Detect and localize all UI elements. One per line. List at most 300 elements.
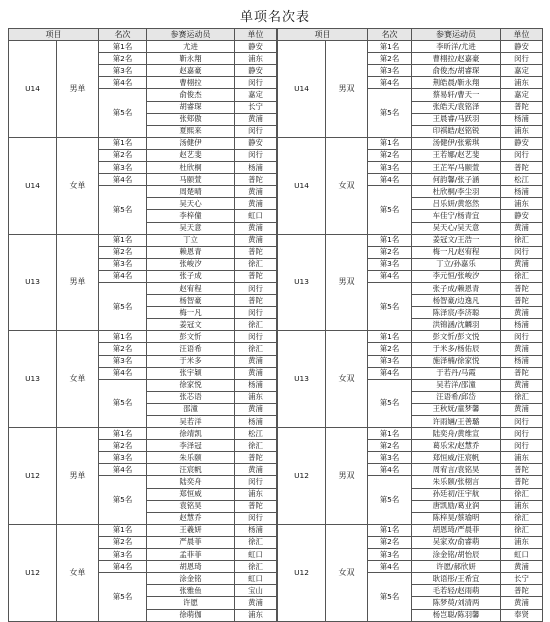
table-row: [9, 234, 277, 246]
unit-cell: 虹口: [235, 210, 277, 222]
rank-cell: 第5名: [99, 573, 147, 621]
unit-cell: 黄浦: [501, 343, 543, 355]
athlete-cell: 梅一凡: [147, 307, 235, 319]
athlete-cell: 张子成/赖恩青: [412, 282, 501, 294]
athlete-cell: 张雅鱼: [147, 585, 235, 597]
rank-cell: 第1名: [368, 137, 412, 149]
header-rank: 名次: [99, 29, 147, 41]
table-row: [278, 524, 543, 536]
athlete-cell: 赵嘉豪: [147, 65, 235, 77]
rank-cell: 第2名: [368, 343, 412, 355]
age-group-cell: U12: [278, 428, 326, 525]
athlete-cell: 吴若洋: [147, 416, 235, 428]
athlete-cell: 靳永翔: [147, 53, 235, 65]
rank-cell: 第3名: [368, 452, 412, 464]
unit-cell: 徐汇: [501, 234, 543, 246]
rank-cell: 第3名: [99, 452, 147, 464]
athlete-cell: 张芯语: [147, 391, 235, 403]
athlete-cell: 李昕洋/尤进: [412, 41, 501, 53]
rank-cell: 第5名: [99, 186, 147, 234]
athlete-cell: 张郏傲: [147, 113, 235, 125]
rank-cell: 第4名: [99, 367, 147, 379]
athlete-cell: 严晨菲: [147, 536, 235, 548]
athlete-cell: 吴天意: [147, 222, 235, 234]
unit-cell: 黄浦: [235, 222, 277, 234]
unit-cell: 静安: [501, 137, 543, 149]
athlete-cell: 吕乐妍/黄悠然: [412, 198, 501, 210]
unit-cell: 闵行: [235, 149, 277, 161]
rank-cell: 第2名: [99, 536, 147, 548]
athlete-cell: 徐萌伽: [147, 609, 235, 621]
athlete-cell: 邵潼: [147, 403, 235, 415]
event-cell: 男单: [57, 428, 99, 525]
athlete-cell: 朱乐颐: [147, 452, 235, 464]
rank-cell: 第5名: [368, 476, 412, 524]
rank-cell: 第4名: [368, 174, 412, 186]
unit-cell: 普陀: [235, 270, 277, 282]
rank-cell: 第1名: [99, 524, 147, 536]
athlete-cell: 汤健伊: [147, 137, 235, 149]
athlete-cell: 郑恒威: [147, 488, 235, 500]
unit-cell: 浦东: [235, 488, 277, 500]
unit-cell: 松江: [235, 428, 277, 440]
unit-cell: 虹口: [235, 573, 277, 585]
athlete-cell: 夏熙来: [147, 125, 235, 137]
unit-cell: 普陀: [501, 101, 543, 113]
athlete-cell: 涂金铭/胡怡辰: [412, 549, 501, 561]
athlete-cell: 吴家欢/俞睿萌: [412, 536, 501, 548]
rank-cell: 第1名: [99, 137, 147, 149]
unit-cell: 闵行: [501, 53, 543, 65]
unit-cell: 闵行: [235, 77, 277, 89]
rank-cell: 第3名: [368, 258, 412, 270]
unit-cell: 浦东: [235, 391, 277, 403]
athlete-cell: 胡恩琦: [147, 561, 235, 573]
unit-cell: 浦东: [235, 609, 277, 621]
athlete-cell: 陈梦萸/刘清两: [412, 597, 501, 609]
athlete-cell: 尤进: [147, 41, 235, 53]
unit-cell: 黄浦: [235, 367, 277, 379]
age-group-cell: U14: [9, 41, 57, 138]
unit-cell: 杨浦: [235, 379, 277, 391]
unit-cell: 闵行: [235, 307, 277, 319]
unit-cell: 黄浦: [235, 464, 277, 476]
age-group-cell: U12: [9, 428, 57, 525]
athlete-cell: 姜冠文/王浩一: [412, 234, 501, 246]
unit-cell: 徐汇: [235, 440, 277, 452]
athlete-cell: 丁立/孙嘉乐: [412, 258, 501, 270]
unit-cell: 徐汇: [235, 343, 277, 355]
unit-cell: 虹口: [235, 549, 277, 561]
event-cell: 男双: [326, 234, 368, 331]
unit-cell: 黄浦: [235, 198, 277, 210]
event-cell: 男双: [326, 41, 368, 138]
rank-cell: 第1名: [368, 41, 412, 53]
unit-cell: 黄浦: [501, 597, 543, 609]
unit-cell: 普陀: [501, 464, 543, 476]
athlete-cell: 洪锦涵/沈麟羽: [412, 319, 501, 331]
unit-cell: 浦东: [501, 536, 543, 548]
table-row: [9, 428, 277, 440]
athlete-cell: 施泽楠/徐家悦: [412, 355, 501, 367]
rank-cell: 第4名: [99, 77, 147, 89]
rank-cell: 第1名: [99, 331, 147, 343]
unit-cell: 嘉定: [501, 65, 543, 77]
athlete-cell: 杨智豪: [147, 295, 235, 307]
rank-cell: 第5名: [99, 476, 147, 524]
header-athlete: 参赛运动员: [412, 29, 501, 41]
right-header-row: [278, 29, 543, 41]
unit-cell: 闵行: [235, 331, 277, 343]
unit-cell: 徐汇: [235, 536, 277, 548]
rank-cell: 第5名: [368, 573, 412, 621]
rank-cell: 第3名: [368, 162, 412, 174]
athlete-cell: 李梓僮: [147, 210, 235, 222]
rank-cell: 第3名: [368, 65, 412, 77]
unit-cell: 普陀: [501, 162, 543, 174]
athlete-cell: 周楚晴: [147, 186, 235, 198]
rank-cell: 第1名: [99, 428, 147, 440]
rank-cell: 第4名: [368, 270, 412, 282]
event-cell: 男单: [57, 41, 99, 138]
unit-cell: 松江: [501, 174, 543, 186]
unit-cell: 普陀: [235, 295, 277, 307]
unit-cell: 黄浦: [501, 403, 543, 415]
rank-cell: 第2名: [99, 440, 147, 452]
athlete-cell: 汤健伊/张紫琪: [412, 137, 501, 149]
athlete-cell: 赵慧乔: [147, 512, 235, 524]
unit-cell: 嘉定: [501, 89, 543, 101]
athlete-cell: 王晨睿/马跃羽: [412, 113, 501, 125]
table-row: [278, 331, 543, 343]
athlete-cell: 杨智豪/边逸凡: [412, 295, 501, 307]
athlete-cell: 蔡易轩/曹天一: [412, 89, 501, 101]
athlete-cell: 赵艺斐: [147, 149, 235, 161]
unit-cell: 浦东: [501, 452, 543, 464]
unit-cell: 黄浦: [501, 258, 543, 270]
unit-cell: 黄浦: [235, 234, 277, 246]
table-row: [278, 428, 543, 440]
athlete-cell: 王芷军/马颐萱: [412, 162, 501, 174]
table-row: [9, 41, 277, 53]
athlete-cell: 吴天心/吴天意: [412, 222, 501, 234]
unit-cell: 闵行: [235, 476, 277, 488]
left-results-table: [8, 28, 277, 622]
age-group-cell: U12: [9, 524, 57, 621]
unit-cell: 黄浦: [235, 403, 277, 415]
athlete-cell: 杜欣桐/李尘羽: [412, 186, 501, 198]
right-results-table: [277, 28, 543, 622]
unit-cell: 闵行: [235, 125, 277, 137]
unit-cell: 闵行: [501, 428, 543, 440]
event-cell: 女双: [326, 524, 368, 621]
unit-cell: 黄浦: [235, 113, 277, 125]
unit-cell: 徐汇: [501, 270, 543, 282]
unit-cell: 普陀: [501, 282, 543, 294]
rank-cell: 第2名: [368, 53, 412, 65]
unit-cell: 杨浦: [501, 319, 543, 331]
age-group-cell: U13: [278, 331, 326, 428]
header-project: 项目: [9, 29, 99, 41]
event-cell: 男双: [326, 428, 368, 525]
athlete-cell: 丁立: [147, 234, 235, 246]
unit-cell: 黄浦: [501, 222, 543, 234]
athlete-cell: 许愿: [147, 597, 235, 609]
athlete-cell: 陈梓昊/蔡瑜明: [412, 512, 501, 524]
unit-cell: 长宁: [235, 101, 277, 113]
age-group-cell: U13: [278, 234, 326, 331]
rank-cell: 第2名: [368, 149, 412, 161]
rank-cell: 第1名: [368, 428, 412, 440]
athlete-cell: 曹栩拉: [147, 77, 235, 89]
athlete-cell: 于米多/杨佑辰: [412, 343, 501, 355]
rank-cell: 第5名: [368, 89, 412, 137]
rank-cell: 第2名: [368, 536, 412, 548]
unit-cell: 虹口: [501, 549, 543, 561]
unit-cell: 浦东: [501, 125, 543, 137]
athlete-cell: 张子成: [147, 270, 235, 282]
athlete-cell: 陈泽宸/李济聪: [412, 307, 501, 319]
unit-cell: 闵行: [501, 331, 543, 343]
athlete-cell: 赵宥程: [147, 282, 235, 294]
unit-cell: 静安: [501, 210, 543, 222]
rank-cell: 第4名: [99, 464, 147, 476]
rank-cell: 第2名: [368, 440, 412, 452]
athlete-cell: 许雨婳/王善璐: [412, 416, 501, 428]
rank-cell: 第4名: [368, 464, 412, 476]
event-cell: 女双: [326, 137, 368, 234]
rank-cell: 第4名: [99, 174, 147, 186]
rank-cell: 第4名: [368, 367, 412, 379]
left-header-row: [9, 29, 277, 41]
athlete-cell: 车佳宁/杨青宜: [412, 210, 501, 222]
athlete-cell: 胡恩琦/严晨菲: [412, 524, 501, 536]
unit-cell: 闵行: [501, 246, 543, 258]
athlete-cell: 印祺皓/赵铭锐: [412, 125, 501, 137]
age-group-cell: U14: [9, 137, 57, 234]
athlete-cell: 徐家悦: [147, 379, 235, 391]
unit-cell: 徐汇: [235, 258, 277, 270]
rank-cell: 第3名: [368, 355, 412, 367]
unit-cell: 杨浦: [501, 113, 543, 125]
rank-cell: 第3名: [99, 258, 147, 270]
unit-cell: 杨浦: [235, 524, 277, 536]
rank-cell: 第5名: [368, 282, 412, 330]
unit-cell: 普陀: [235, 452, 277, 464]
unit-cell: 闵行: [235, 512, 277, 524]
rank-cell: 第2名: [99, 53, 147, 65]
athlete-cell: 张宇颖: [147, 367, 235, 379]
table-row: [9, 331, 277, 343]
rank-cell: 第1名: [368, 234, 412, 246]
unit-cell: 黄浦: [235, 186, 277, 198]
unit-cell: 普陀: [235, 500, 277, 512]
unit-cell: 徐汇: [501, 488, 543, 500]
event-cell: 女单: [57, 137, 99, 234]
unit-cell: 徐汇: [235, 319, 277, 331]
athlete-cell: 曹栩拉/赵嘉豪: [412, 53, 501, 65]
unit-cell: 静安: [235, 65, 277, 77]
unit-cell: 徐汇: [501, 524, 543, 536]
rank-cell: 第3名: [368, 549, 412, 561]
athlete-cell: 耿语彤/王希宜: [412, 573, 501, 585]
unit-cell: 浦东: [235, 53, 277, 65]
event-cell: 女双: [326, 331, 368, 428]
athlete-cell: 于米多: [147, 355, 235, 367]
rank-cell: 第3名: [99, 355, 147, 367]
unit-cell: 杨浦: [235, 162, 277, 174]
header-athlete: 参赛运动员: [147, 29, 235, 41]
athlete-cell: 许愿/郝欣妍: [412, 561, 501, 573]
athlete-cell: 梅一凡/赵宥程: [412, 246, 501, 258]
athlete-cell: 赖恩青: [147, 246, 235, 258]
unit-cell: 黄浦: [235, 597, 277, 609]
age-group-cell: U14: [278, 137, 326, 234]
athlete-cell: 汪语希: [147, 343, 235, 355]
rank-cell: 第1名: [99, 234, 147, 246]
athlete-cell: 袁铭昊: [147, 500, 235, 512]
unit-cell: 浦东: [501, 500, 543, 512]
rank-cell: 第1名: [99, 41, 147, 53]
athlete-cell: 李泽冠: [147, 440, 235, 452]
rank-cell: 第2名: [99, 246, 147, 258]
unit-cell: 闵行: [501, 416, 543, 428]
unit-cell: 杨浦: [235, 416, 277, 428]
event-cell: 男单: [57, 234, 99, 331]
age-group-cell: U14: [278, 41, 326, 138]
athlete-cell: 张皓天/袁铭泽: [412, 101, 501, 113]
unit-cell: 闵行: [501, 440, 543, 452]
athlete-cell: 彭文忻: [147, 331, 235, 343]
table-row: [278, 137, 543, 149]
athlete-cell: 王若娜/赵艺斐: [412, 149, 501, 161]
rank-cell: 第5名: [99, 89, 147, 137]
athlete-cell: 毛若轻/赵雨萌: [412, 585, 501, 597]
table-row: [9, 137, 277, 149]
unit-cell: 普陀: [501, 585, 543, 597]
rank-cell: 第5名: [99, 282, 147, 330]
rank-cell: 第2名: [99, 343, 147, 355]
unit-cell: 普陀: [235, 246, 277, 258]
athlete-cell: 张峻汐: [147, 258, 235, 270]
event-cell: 女单: [57, 331, 99, 428]
rank-cell: 第3名: [99, 549, 147, 561]
athlete-cell: 胡睿琛: [147, 101, 235, 113]
athlete-cell: 涂金铭: [147, 573, 235, 585]
rank-cell: 第4名: [368, 77, 412, 89]
athlete-cell: 于若丹/马霞: [412, 367, 501, 379]
athlete-cell: 郑恒威/汪宸帆: [412, 452, 501, 464]
unit-cell: 浦东: [501, 77, 543, 89]
rank-cell: 第2名: [99, 149, 147, 161]
athlete-cell: 姜冠文: [147, 319, 235, 331]
athlete-cell: 吴若洋/邵潼: [412, 379, 501, 391]
unit-cell: 黄浦: [501, 307, 543, 319]
page-title: 单项名次表: [239, 10, 310, 25]
athlete-cell: 杜欣桐: [147, 162, 235, 174]
table-row: [278, 234, 543, 246]
unit-cell: 闵行: [501, 149, 543, 161]
rank-cell: 第5名: [368, 379, 412, 427]
athlete-cell: 马颐萱: [147, 174, 235, 186]
rank-cell: 第5名: [368, 186, 412, 234]
athlete-cell: 王羲妍: [147, 524, 235, 536]
athlete-cell: 孙廷初/汪宇航: [412, 488, 501, 500]
unit-cell: 静安: [235, 137, 277, 149]
table-row: [9, 524, 277, 536]
rank-cell: 第3名: [99, 65, 147, 77]
athlete-cell: 彭文忻/彭文悦: [412, 331, 501, 343]
athlete-cell: 孟菲菲: [147, 549, 235, 561]
header-rank: 名次: [368, 29, 412, 41]
unit-cell: 徐汇: [235, 561, 277, 573]
unit-cell: 闵行: [235, 282, 277, 294]
age-group-cell: U13: [9, 331, 57, 428]
unit-cell: 徐汇: [501, 512, 543, 524]
rank-cell: 第3名: [99, 162, 147, 174]
unit-cell: 杨浦: [501, 186, 543, 198]
unit-cell: 嘉定: [235, 89, 277, 101]
unit-cell: 黄浦: [501, 561, 543, 573]
unit-cell: 宝山: [235, 585, 277, 597]
rank-cell: 第4名: [99, 270, 147, 282]
rank-cell: 第5名: [99, 379, 147, 427]
rank-cell: 第2名: [368, 246, 412, 258]
athlete-cell: 杨岂聪/陈羽馨: [412, 609, 501, 621]
unit-cell: 杨浦: [501, 355, 543, 367]
header-unit: 单位: [501, 29, 543, 41]
unit-cell: 黄浦: [501, 379, 543, 391]
athlete-cell: 李元恒/张峻汐: [412, 270, 501, 282]
athlete-cell: 汪宸帆: [147, 464, 235, 476]
rank-cell: 第1名: [368, 331, 412, 343]
unit-cell: 静安: [235, 41, 277, 53]
athlete-cell: 王秋妩/童梦馨: [412, 403, 501, 415]
unit-cell: 静安: [501, 41, 543, 53]
unit-cell: 普陀: [235, 174, 277, 186]
athlete-cell: 何韵馨/张子涵: [412, 174, 501, 186]
unit-cell: 普陀: [501, 367, 543, 379]
athlete-cell: 周宥言/袁铭昊: [412, 464, 501, 476]
athlete-cell: 朱乐颐/张栩言: [412, 476, 501, 488]
unit-cell: 浦东: [501, 198, 543, 210]
athlete-cell: 陆奕舟: [147, 476, 235, 488]
header-project: 项目: [278, 29, 368, 41]
rank-cell: 第4名: [368, 561, 412, 573]
athlete-cell: 俞俊杰/胡睿琛: [412, 65, 501, 77]
athlete-cell: 陆奕舟/黄维宣: [412, 428, 501, 440]
table-row: [278, 41, 543, 53]
age-group-cell: U12: [278, 524, 326, 621]
athlete-cell: 葛乐宋/赵慧乔: [412, 440, 501, 452]
athlete-cell: 徐靖凯: [147, 428, 235, 440]
unit-cell: 普陀: [501, 476, 543, 488]
unit-cell: 黄浦: [235, 355, 277, 367]
athlete-cell: 吴天心: [147, 198, 235, 210]
athlete-cell: 唐凯励/葛业润: [412, 500, 501, 512]
event-cell: 女单: [57, 524, 99, 621]
header-unit: 单位: [235, 29, 277, 41]
athlete-cell: 荆皓晨/靳永翔: [412, 77, 501, 89]
rank-cell: 第1名: [368, 524, 412, 536]
unit-cell: 普陀: [501, 295, 543, 307]
unit-cell: 奉贤: [501, 609, 543, 621]
unit-cell: 长宁: [501, 573, 543, 585]
rank-cell: 第4名: [99, 561, 147, 573]
unit-cell: 徐汇: [501, 391, 543, 403]
athlete-cell: 汪语希/邱岱: [412, 391, 501, 403]
athlete-cell: 俞俊杰: [147, 89, 235, 101]
